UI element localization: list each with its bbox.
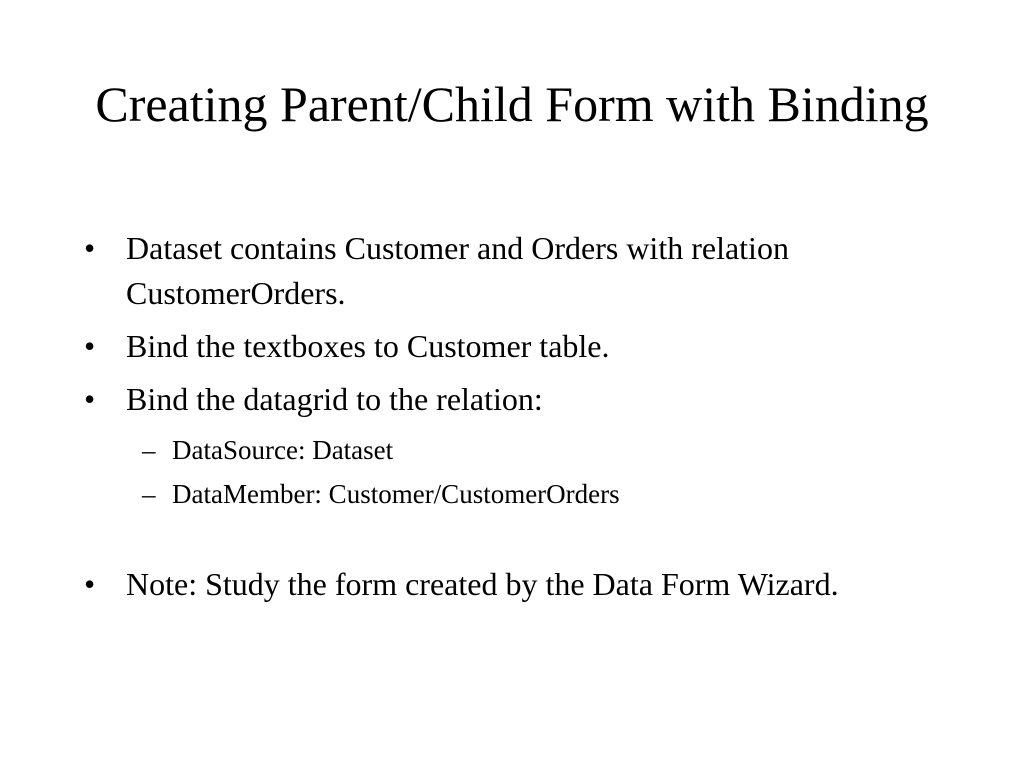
bullet-mark: • xyxy=(84,230,96,266)
sub-bullet-item xyxy=(84,472,964,516)
sub-bullet-text: DataSource: Dataset xyxy=(172,435,394,465)
bullet-text: Dataset contains Customer and Orders with relation CustomerOrders. xyxy=(126,230,789,311)
bullet-item xyxy=(84,377,964,516)
sub-bullet-list xyxy=(126,428,964,516)
bullet-text: Note: Study the form created by the Data Form Wizard. xyxy=(126,566,839,602)
slide-title: Creating Parent/Child Form with Binding xyxy=(95,76,929,132)
bullet-mark: • xyxy=(84,566,96,602)
sub-bullet-mark: – xyxy=(142,479,156,509)
bullet-mark: • xyxy=(84,381,96,417)
bullet-item xyxy=(84,562,964,607)
sub-bullet-text: DataMember: Customer/CustomerOrders xyxy=(172,479,620,509)
bullet-item xyxy=(84,226,964,316)
bullet-text: Bind the datagrid to the relation: xyxy=(126,381,543,417)
bullet-list xyxy=(84,226,964,615)
bullet-item xyxy=(84,324,964,369)
bullet-mark: • xyxy=(84,328,96,364)
bullet-text: Bind the textboxes to Customer table. xyxy=(126,328,610,364)
sub-bullet-item xyxy=(84,428,964,472)
sub-bullet-mark: – xyxy=(142,435,156,465)
